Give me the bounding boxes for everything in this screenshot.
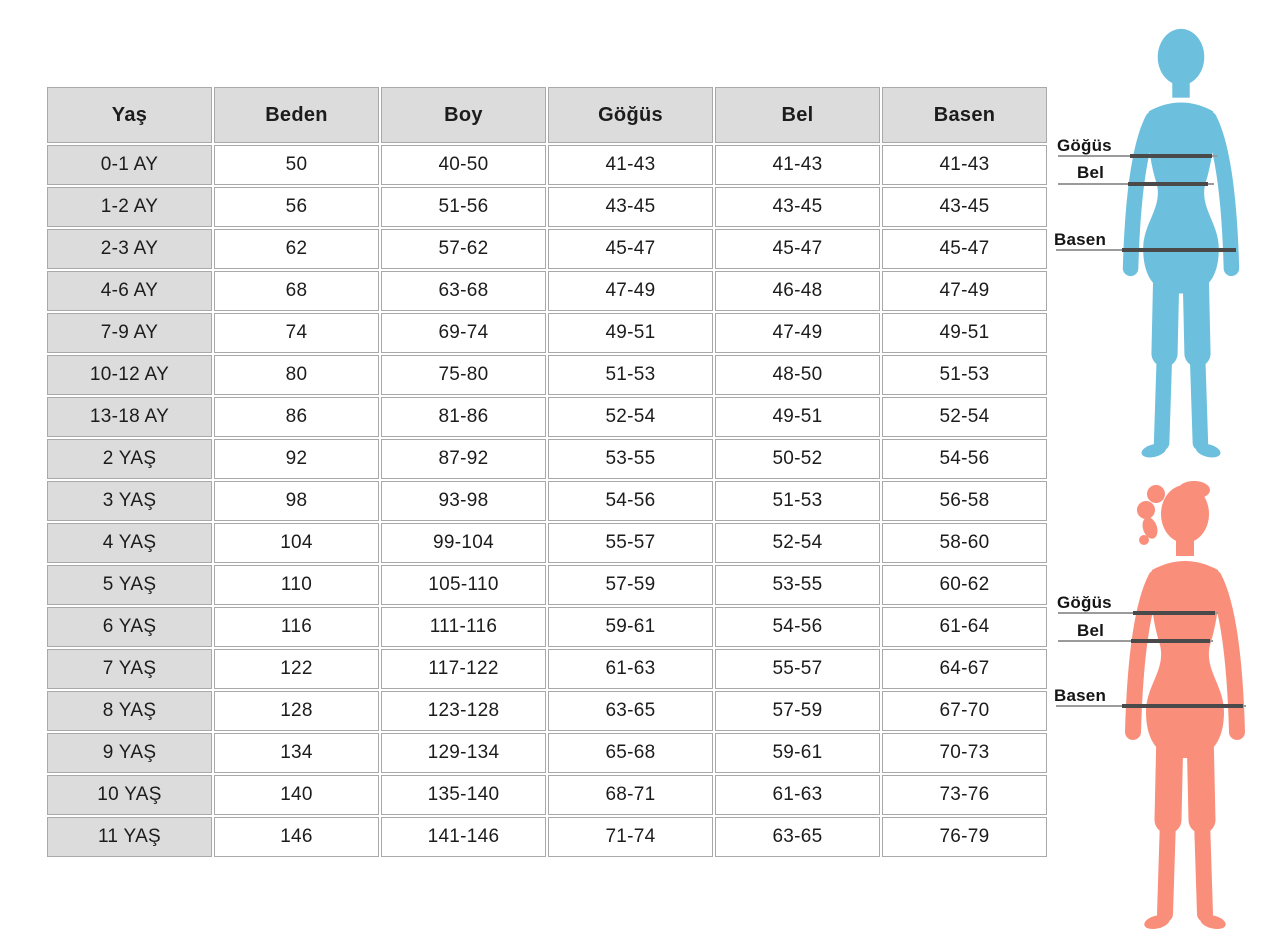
value-cell: 49-51 bbox=[548, 313, 713, 353]
value-cell: 74 bbox=[214, 313, 379, 353]
hip-measure-line-top bbox=[1122, 248, 1236, 252]
value-cell: 134 bbox=[214, 733, 379, 773]
table-row bbox=[47, 355, 1047, 395]
value-cell: 86 bbox=[214, 397, 379, 437]
value-cell: 110 bbox=[214, 565, 379, 605]
table-row bbox=[47, 229, 1047, 269]
child-silhouette-blue bbox=[1108, 24, 1254, 470]
table-row bbox=[47, 565, 1047, 605]
value-cell: 140 bbox=[214, 775, 379, 815]
age-cell: 13-18 AY bbox=[47, 397, 212, 437]
value-cell: 69-74 bbox=[381, 313, 546, 353]
value-cell: 53-55 bbox=[715, 565, 880, 605]
value-cell: 58-60 bbox=[882, 523, 1047, 563]
value-cell: 49-51 bbox=[715, 397, 880, 437]
value-cell: 49-51 bbox=[882, 313, 1047, 353]
value-cell: 59-61 bbox=[715, 733, 880, 773]
value-cell: 135-140 bbox=[381, 775, 546, 815]
value-cell: 93-98 bbox=[381, 481, 546, 521]
value-cell: 71-74 bbox=[548, 817, 713, 857]
table-row bbox=[47, 733, 1047, 773]
table-row bbox=[47, 481, 1047, 521]
table-row bbox=[47, 691, 1047, 731]
table-row bbox=[47, 187, 1047, 227]
hip-label-bottom: Basen bbox=[1054, 686, 1107, 705]
value-cell: 76-79 bbox=[882, 817, 1047, 857]
value-cell: 51-56 bbox=[381, 187, 546, 227]
value-cell: 59-61 bbox=[548, 607, 713, 647]
hip-measure-line-bottom bbox=[1122, 704, 1243, 708]
value-cell: 87-92 bbox=[381, 439, 546, 479]
value-cell: 57-59 bbox=[715, 691, 880, 731]
value-cell: 51-53 bbox=[715, 481, 880, 521]
value-cell: 51-53 bbox=[548, 355, 713, 395]
value-cell: 41-43 bbox=[882, 145, 1047, 185]
value-cell: 117-122 bbox=[381, 649, 546, 689]
table-row bbox=[47, 145, 1047, 185]
value-cell: 146 bbox=[214, 817, 379, 857]
column-header: Boy bbox=[381, 87, 546, 143]
value-cell: 43-45 bbox=[715, 187, 880, 227]
age-cell: 9 YAŞ bbox=[47, 733, 212, 773]
value-cell: 43-45 bbox=[882, 187, 1047, 227]
value-cell: 64-67 bbox=[882, 649, 1047, 689]
size-table-head bbox=[47, 87, 1047, 143]
value-cell: 73-76 bbox=[882, 775, 1047, 815]
table-row bbox=[47, 313, 1047, 353]
value-cell: 68-71 bbox=[548, 775, 713, 815]
value-cell: 99-104 bbox=[381, 523, 546, 563]
girl-silhouette-salmon bbox=[1110, 474, 1260, 948]
table-row bbox=[47, 439, 1047, 479]
table-row bbox=[47, 649, 1047, 689]
size-table bbox=[45, 85, 1049, 859]
value-cell: 81-86 bbox=[381, 397, 546, 437]
column-header: Göğüs bbox=[548, 87, 713, 143]
value-cell: 62 bbox=[214, 229, 379, 269]
value-cell: 51-53 bbox=[882, 355, 1047, 395]
value-cell: 141-146 bbox=[381, 817, 546, 857]
value-cell: 75-80 bbox=[381, 355, 546, 395]
value-cell: 67-70 bbox=[882, 691, 1047, 731]
table-row bbox=[47, 817, 1047, 857]
value-cell: 105-110 bbox=[381, 565, 546, 605]
waist-measure-line-top bbox=[1128, 182, 1208, 186]
value-cell: 129-134 bbox=[381, 733, 546, 773]
column-header: Bel bbox=[715, 87, 880, 143]
size-table-body bbox=[47, 145, 1047, 857]
value-cell: 41-43 bbox=[715, 145, 880, 185]
value-cell: 52-54 bbox=[882, 397, 1047, 437]
age-cell: 0-1 AY bbox=[47, 145, 212, 185]
age-cell: 2 YAŞ bbox=[47, 439, 212, 479]
age-cell: 7-9 AY bbox=[47, 313, 212, 353]
age-cell: 2-3 AY bbox=[47, 229, 212, 269]
waist-measure-line-bottom bbox=[1131, 639, 1210, 643]
age-cell: 8 YAŞ bbox=[47, 691, 212, 731]
hip-label-top: Basen bbox=[1054, 230, 1107, 249]
value-cell: 45-47 bbox=[715, 229, 880, 269]
table-row bbox=[47, 775, 1047, 815]
value-cell: 60-62 bbox=[882, 565, 1047, 605]
waist-label-top: Bel bbox=[1077, 163, 1105, 182]
value-cell: 46-48 bbox=[715, 271, 880, 311]
value-cell: 92 bbox=[214, 439, 379, 479]
value-cell: 40-50 bbox=[381, 145, 546, 185]
value-cell: 63-68 bbox=[381, 271, 546, 311]
chest-measure-line-bottom bbox=[1133, 611, 1215, 615]
value-cell: 47-49 bbox=[548, 271, 713, 311]
value-cell: 65-68 bbox=[548, 733, 713, 773]
chest-label-top: Göğüs bbox=[1057, 136, 1112, 155]
value-cell: 63-65 bbox=[715, 817, 880, 857]
age-cell: 4-6 AY bbox=[47, 271, 212, 311]
chest-label-bottom: Göğüs bbox=[1057, 593, 1112, 612]
value-cell: 54-56 bbox=[882, 439, 1047, 479]
value-cell: 57-59 bbox=[548, 565, 713, 605]
value-cell: 111-116 bbox=[381, 607, 546, 647]
value-cell: 56 bbox=[214, 187, 379, 227]
value-cell: 57-62 bbox=[381, 229, 546, 269]
age-cell: 6 YAŞ bbox=[47, 607, 212, 647]
value-cell: 45-47 bbox=[882, 229, 1047, 269]
table-row bbox=[47, 523, 1047, 563]
chest-measure-line-top bbox=[1130, 154, 1212, 158]
value-cell: 61-63 bbox=[548, 649, 713, 689]
age-cell: 4 YAŞ bbox=[47, 523, 212, 563]
value-cell: 54-56 bbox=[715, 607, 880, 647]
value-cell: 41-43 bbox=[548, 145, 713, 185]
header-row bbox=[47, 87, 1047, 143]
value-cell: 45-47 bbox=[548, 229, 713, 269]
value-cell: 43-45 bbox=[548, 187, 713, 227]
value-cell: 50 bbox=[214, 145, 379, 185]
value-cell: 122 bbox=[214, 649, 379, 689]
value-cell: 55-57 bbox=[715, 649, 880, 689]
age-cell: 5 YAŞ bbox=[47, 565, 212, 605]
value-cell: 116 bbox=[214, 607, 379, 647]
age-cell: 10-12 AY bbox=[47, 355, 212, 395]
value-cell: 70-73 bbox=[882, 733, 1047, 773]
column-header: Beden bbox=[214, 87, 379, 143]
value-cell: 50-52 bbox=[715, 439, 880, 479]
age-cell: 1-2 AY bbox=[47, 187, 212, 227]
value-cell: 56-58 bbox=[882, 481, 1047, 521]
value-cell: 63-65 bbox=[548, 691, 713, 731]
value-cell: 123-128 bbox=[381, 691, 546, 731]
value-cell: 54-56 bbox=[548, 481, 713, 521]
age-cell: 7 YAŞ bbox=[47, 649, 212, 689]
value-cell: 53-55 bbox=[548, 439, 713, 479]
value-cell: 80 bbox=[214, 355, 379, 395]
waist-label-bottom: Bel bbox=[1077, 621, 1105, 640]
value-cell: 52-54 bbox=[548, 397, 713, 437]
value-cell: 104 bbox=[214, 523, 379, 563]
value-cell: 55-57 bbox=[548, 523, 713, 563]
value-cell: 61-63 bbox=[715, 775, 880, 815]
value-cell: 98 bbox=[214, 481, 379, 521]
value-cell: 47-49 bbox=[882, 271, 1047, 311]
value-cell: 61-64 bbox=[882, 607, 1047, 647]
value-cell: 48-50 bbox=[715, 355, 880, 395]
child-body-icon bbox=[1131, 29, 1232, 460]
age-cell: 11 YAŞ bbox=[47, 817, 212, 857]
table-row bbox=[47, 271, 1047, 311]
table-row bbox=[47, 397, 1047, 437]
value-cell: 52-54 bbox=[715, 523, 880, 563]
age-cell: 3 YAŞ bbox=[47, 481, 212, 521]
value-cell: 68 bbox=[214, 271, 379, 311]
column-header: Basen bbox=[882, 87, 1047, 143]
value-cell: 47-49 bbox=[715, 313, 880, 353]
value-cell: 128 bbox=[214, 691, 379, 731]
age-cell: 10 YAŞ bbox=[47, 775, 212, 815]
column-header: Yaş bbox=[47, 87, 212, 143]
table-row bbox=[47, 607, 1047, 647]
